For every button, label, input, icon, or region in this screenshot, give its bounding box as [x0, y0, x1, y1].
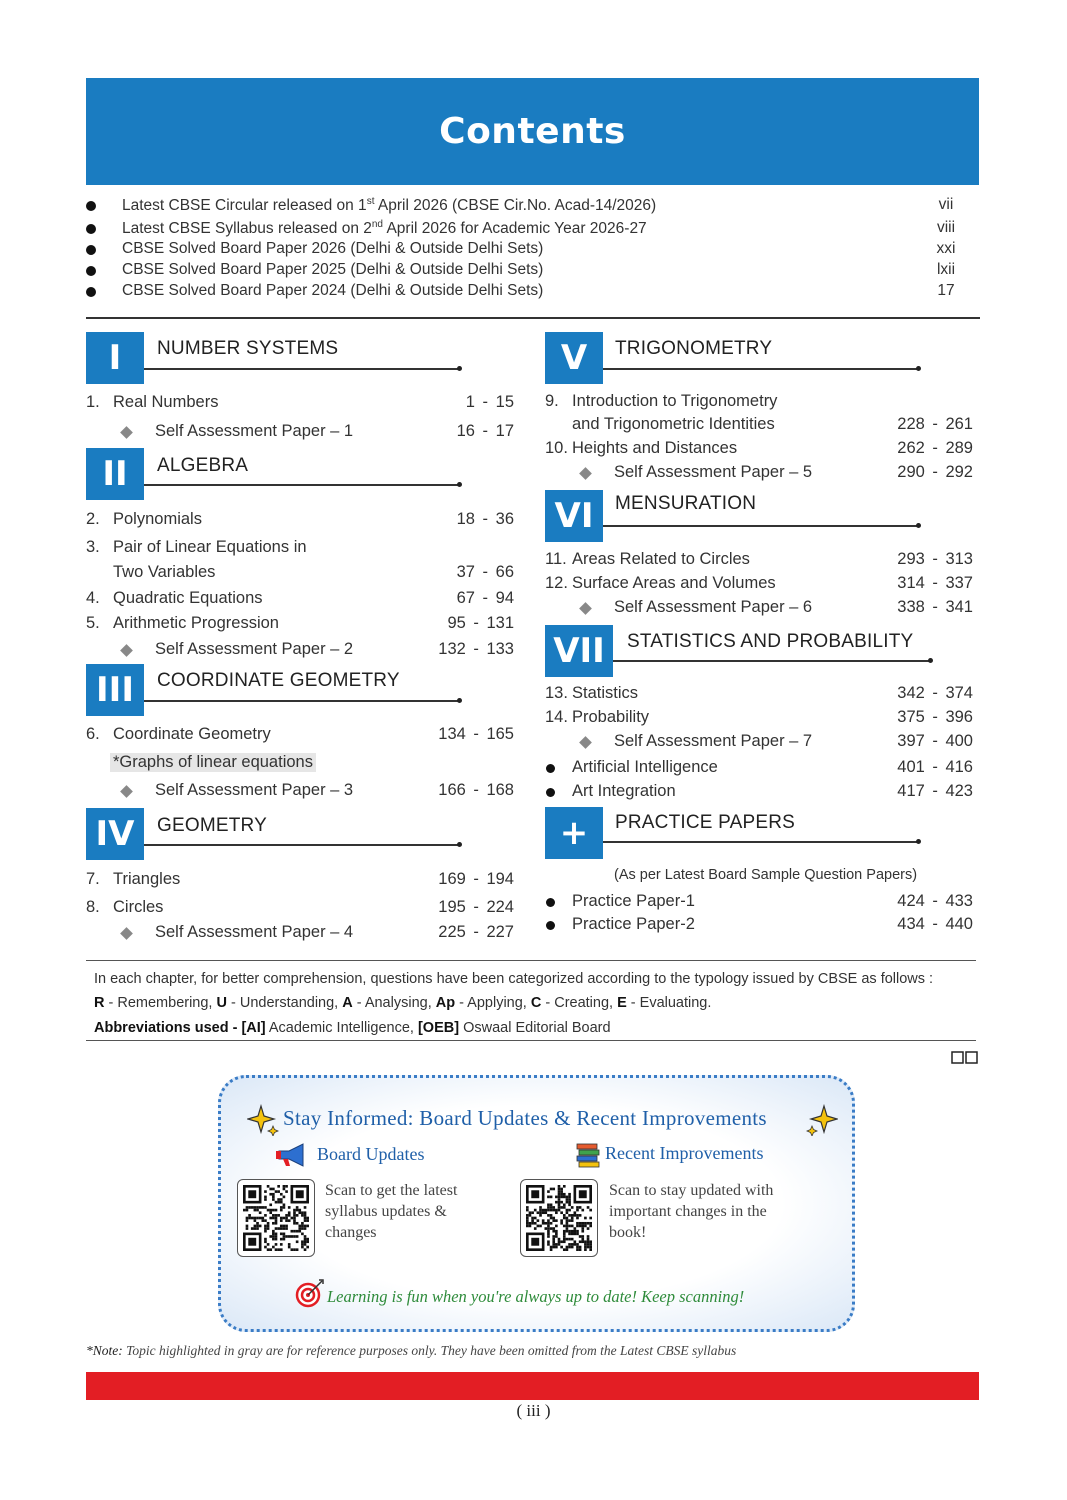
- toc-entry-continued[interactable]: [545, 415, 973, 437]
- text-line: syllabus updates &: [325, 1203, 447, 1220]
- target-icon: [295, 1278, 325, 1308]
- text-part: Latest CBSE Syllabus released on 2: [122, 220, 372, 238]
- chapter-name-highlighted: *Graphs of linear equations: [110, 753, 316, 772]
- page-range: 342 - 374: [897, 684, 973, 702]
- unit-badge-4: IV: [86, 808, 144, 860]
- unit-title-mensuration[interactable]: MENSURATION: [615, 493, 757, 514]
- bullet-icon: [86, 287, 96, 297]
- unit-title-practice-papers[interactable]: PRACTICE PAPERS: [615, 812, 796, 833]
- toc-entry-self-assessment[interactable]: [86, 640, 514, 662]
- unit-badge-2: II: [86, 448, 144, 500]
- qr-code-icon[interactable]: [237, 1179, 315, 1257]
- chapter-number: 9.: [545, 392, 559, 410]
- unit-badge-3: III: [86, 664, 144, 716]
- page-range: 401 - 416: [897, 758, 973, 776]
- chapter-name: Self Assessment Paper – 6: [614, 598, 813, 616]
- ordinal-suffix: nd: [371, 219, 383, 230]
- page-icon: [951, 1051, 979, 1065]
- chapter-name: Self Assessment Paper – 2: [155, 640, 354, 658]
- toc-entry[interactable]: [86, 614, 514, 636]
- chapter-name: Practice Paper-2: [572, 915, 695, 933]
- toc-entry[interactable]: [86, 725, 514, 747]
- toc-entry[interactable]: [545, 684, 973, 706]
- diamond-icon: [579, 736, 592, 749]
- page-range: 314 - 337: [897, 574, 973, 592]
- diamond-icon: [120, 644, 133, 657]
- unit-underline: [603, 525, 919, 527]
- legend-key: R: [94, 995, 105, 1011]
- ordinal-suffix: st: [366, 196, 375, 207]
- chapter-number: 12.: [545, 574, 568, 592]
- unit-title-geometry[interactable]: GEOMETRY: [157, 815, 267, 836]
- toc-entry[interactable]: [545, 915, 973, 937]
- intro-item[interactable]: [86, 196, 966, 217]
- legend-value: Academic Intelligence,: [265, 1020, 418, 1036]
- toc-entry[interactable]: [86, 589, 514, 611]
- page-range: 262 - 289: [897, 439, 973, 457]
- contents-banner: [86, 78, 979, 185]
- unit-badge-5: V: [545, 332, 603, 384]
- page-range: 134 - 165: [438, 725, 514, 743]
- page-range: 16 - 17: [456, 422, 514, 440]
- toc-entry[interactable]: [545, 439, 973, 461]
- chapter-name: Two Variables: [113, 563, 216, 581]
- legend-key: E: [617, 995, 627, 1011]
- typology-note: In each chapter, for better comprehension, questions have been categorized according to the typology issued by CBSE as follows :: [94, 971, 934, 987]
- chapter-name: Real Numbers: [113, 393, 219, 411]
- page-number: viii: [936, 219, 956, 236]
- chapter-number: 2.: [86, 510, 100, 528]
- page-range: 37 - 66: [456, 563, 514, 581]
- stay-informed-box: [218, 1075, 855, 1332]
- box-footer-tagline: Learning is fun when you're always up to date! Keep scanning!: [327, 1287, 745, 1306]
- unit-underline: [603, 368, 919, 370]
- chapter-number: 6.: [86, 725, 100, 743]
- legend-key: Abbreviations used -: [94, 1020, 242, 1036]
- chapter-name: Art Integration: [572, 782, 676, 800]
- divider: [86, 1040, 976, 1041]
- chapter-name: Self Assessment Paper – 1: [155, 422, 354, 440]
- page-range: 338 - 341: [897, 598, 973, 616]
- chapter-name: Coordinate Geometry: [113, 725, 271, 743]
- text-part: Latest CBSE Circular released on 1: [122, 197, 367, 215]
- toc-entry-self-assessment[interactable]: [86, 923, 514, 945]
- text-part: CBSE Solved Board Paper 2026 (Delhi & Outside Delhi Sets): [122, 240, 544, 257]
- text-line: Scan to get the latest: [325, 1182, 458, 1199]
- page-range: 18 - 36: [456, 510, 514, 528]
- recent-improvements-heading: Recent Improvements: [605, 1143, 764, 1163]
- toc-entry-self-assessment[interactable]: [545, 732, 973, 754]
- text-line: Scan to stay updated with: [609, 1182, 774, 1199]
- chapter-name: Quadratic Equations: [113, 589, 263, 607]
- text-part: CBSE Solved Board Paper 2025 (Delhi & Outside Delhi Sets): [122, 261, 544, 278]
- page-range: 132 - 133: [438, 640, 514, 658]
- toc-entry[interactable]: [86, 393, 514, 415]
- chapter-name: Self Assessment Paper – 7: [614, 732, 813, 750]
- text-part: CBSE Solved Board Paper 2024 (Delhi & Outside Delhi Sets): [122, 282, 544, 299]
- abbreviations-legend: [94, 1020, 611, 1036]
- page-range: 290 - 292: [897, 463, 973, 481]
- page-title: Contents: [439, 111, 626, 152]
- legend-value: - Evaluating.: [626, 995, 712, 1011]
- unit-underline: [144, 844, 460, 846]
- bullet-icon: [86, 201, 96, 211]
- page-range: 228 - 261: [897, 415, 973, 433]
- page-range: 434 - 440: [897, 915, 973, 933]
- chapter-name: Arithmetic Progression: [113, 614, 279, 632]
- unit-underline: [613, 660, 931, 662]
- unit-badge-practice: +: [545, 807, 603, 859]
- intro-item[interactable]: [86, 261, 966, 282]
- unit-title-algebra[interactable]: ALGEBRA: [157, 455, 249, 476]
- toc-entry-self-assessment[interactable]: [86, 781, 514, 803]
- page-number: vii: [938, 196, 954, 213]
- legend-key: C: [530, 995, 542, 1011]
- legend-value: - Remembering,: [104, 995, 217, 1011]
- page-range: 397 - 400: [897, 732, 973, 750]
- page-range: 417 - 423: [897, 782, 973, 800]
- toc-entry[interactable]: [545, 782, 973, 804]
- toc-entry[interactable]: [86, 870, 514, 892]
- text-part: April 2026 (CBSE Cir.No. Acad-14/2026): [374, 197, 657, 215]
- chapter-name: Areas Related to Circles: [572, 550, 750, 568]
- divider: [86, 317, 980, 319]
- bullet-icon: [546, 921, 555, 930]
- toc-entry-omitted[interactable]: [86, 753, 514, 775]
- chapter-name: Pair of Linear Equations in: [113, 538, 307, 556]
- board-updates-heading: Board Updates: [317, 1144, 425, 1164]
- page-range: 1 - 15: [465, 393, 514, 411]
- chapter-name: Practice Paper-1: [572, 892, 695, 910]
- chapter-name: Self Assessment Paper – 3: [155, 781, 354, 799]
- diamond-icon: [120, 426, 133, 439]
- chapter-name: Artificial Intelligence: [572, 758, 718, 776]
- chapter-name: Self Assessment Paper – 5: [614, 463, 813, 481]
- books-icon: [575, 1142, 601, 1168]
- chapter-number: 3.: [86, 538, 100, 556]
- toc-entry[interactable]: [545, 574, 973, 596]
- page-range: 169 - 194: [438, 870, 514, 888]
- page-number: 17: [937, 282, 955, 299]
- page-range: 293 - 313: [897, 550, 973, 568]
- page-number: lxii: [936, 261, 956, 278]
- legend-key: A: [342, 995, 353, 1011]
- legend-value: - Creating,: [541, 995, 618, 1011]
- legend-value: - Applying,: [455, 995, 531, 1011]
- recent-improvements-text: [609, 1180, 773, 1243]
- unit-badge-6: VI: [545, 490, 603, 542]
- footnote: [86, 1343, 736, 1359]
- unit-title-coordinate-geometry[interactable]: COORDINATE GEOMETRY: [157, 670, 400, 691]
- diamond-icon: [579, 467, 592, 480]
- diamond-icon: [579, 602, 592, 615]
- page-number: ( iii ): [516, 1401, 551, 1420]
- intro-item-text: [122, 196, 656, 215]
- board-updates-text: [325, 1180, 457, 1243]
- toc-entry-self-assessment[interactable]: [545, 598, 973, 620]
- chapter-number: 8.: [86, 898, 100, 916]
- chapter-name: and Trigonometric Identities: [572, 415, 775, 433]
- toc-entry[interactable]: [545, 392, 973, 414]
- toc-entry-self-assessment[interactable]: [86, 422, 514, 444]
- diamond-icon: [120, 927, 133, 940]
- chapter-name: Triangles: [113, 870, 181, 888]
- legend-value: - Analysing,: [352, 995, 436, 1011]
- intro-item-text: [122, 282, 543, 300]
- unit-title-number-systems[interactable]: NUMBER SYSTEMS: [157, 338, 339, 359]
- intro-item-text: [122, 261, 543, 279]
- toc-entry[interactable]: [86, 510, 514, 532]
- toc-entry[interactable]: [545, 550, 973, 572]
- bullet-icon: [546, 898, 555, 907]
- legend-key: U: [216, 995, 227, 1011]
- legend-key: [OEB]: [417, 1020, 460, 1036]
- intro-item[interactable]: [86, 282, 966, 303]
- page-number: xxi: [936, 240, 956, 257]
- unit-underline: [144, 484, 460, 486]
- unit-underline: [144, 700, 460, 702]
- bullet-icon: [86, 245, 96, 255]
- legend-value: - Understanding,: [226, 995, 343, 1011]
- qr-code-icon[interactable]: [520, 1179, 598, 1257]
- footer-bar: [86, 1372, 979, 1400]
- intro-item[interactable]: [86, 240, 966, 261]
- page-range: 166 - 168: [438, 781, 514, 799]
- practice-papers-note: (As per Latest Board Sample Question Papers): [614, 867, 918, 883]
- footnote-text: Topic highlighted in gray are for reference purposes only. They have been omitted from the Latest CBSE syllabus: [122, 1343, 737, 1358]
- toc-entry[interactable]: [545, 758, 973, 780]
- toc-entry[interactable]: [86, 538, 514, 560]
- chapter-number: 13.: [545, 684, 568, 702]
- page-range: 225 - 227: [438, 923, 514, 941]
- megaphone-icon: [275, 1142, 309, 1168]
- chapter-name: Statistics: [572, 684, 639, 702]
- unit-title-trigonometry[interactable]: TRIGONOMETRY: [615, 338, 773, 359]
- sparkle-icon: [247, 1104, 279, 1136]
- chapter-number: 5.: [86, 614, 100, 632]
- typology-legend: [94, 995, 711, 1011]
- toc-entry-continued[interactable]: [86, 563, 514, 585]
- legend-key: [AI]: [241, 1020, 266, 1036]
- unit-underline: [144, 368, 460, 370]
- divider: [86, 960, 976, 961]
- unit-badge-1: I: [86, 332, 144, 384]
- chapter-number: 7.: [86, 870, 100, 888]
- chapter-name: Surface Areas and Volumes: [572, 574, 776, 592]
- diamond-icon: [120, 785, 133, 798]
- intro-item-text: [122, 219, 647, 238]
- bullet-icon: [546, 764, 555, 773]
- page-range: 424 - 433: [897, 892, 973, 910]
- chapter-number: 1.: [86, 393, 100, 411]
- chapter-name: Circles: [113, 898, 164, 916]
- intro-item-text: [122, 240, 543, 258]
- unit-title-statistics-probability[interactable]: STATISTICS AND PROBABILITY: [627, 631, 914, 652]
- box-title: Stay Informed: Board Updates & Recent Improvements: [283, 1106, 767, 1130]
- text-line: book!: [609, 1224, 647, 1241]
- bullet-icon: [546, 788, 555, 797]
- legend-value: Oswaal Editorial Board: [459, 1020, 611, 1036]
- bullet-icon: [86, 224, 96, 234]
- sparkle-icon: [806, 1104, 838, 1136]
- toc-entry-self-assessment[interactable]: [545, 463, 973, 485]
- chapter-name: Probability: [572, 708, 650, 726]
- chapter-name: Introduction to Trigonometry: [572, 392, 778, 410]
- page-range: 67 - 94: [456, 589, 514, 607]
- chapter-name: Self Assessment Paper – 4: [155, 923, 354, 941]
- text-part: April 2026 for Academic Year 2026-27: [383, 220, 647, 238]
- chapter-name: Heights and Distances: [572, 439, 738, 457]
- chapter-number: 10.: [545, 439, 568, 457]
- page-range: 195 - 224: [438, 898, 514, 916]
- page-range: 95 - 131: [447, 614, 514, 632]
- chapter-number: 14.: [545, 708, 568, 726]
- chapter-number: 11.: [545, 550, 567, 568]
- page-range: 375 - 396: [897, 708, 973, 726]
- intro-item[interactable]: [86, 219, 966, 240]
- toc-entry[interactable]: [545, 708, 973, 730]
- chapter-number: 4.: [86, 589, 100, 607]
- text-line: important changes in the: [609, 1203, 767, 1220]
- toc-entry[interactable]: [86, 898, 514, 920]
- legend-key: Ap: [435, 995, 456, 1011]
- unit-underline: [603, 841, 919, 843]
- bullet-icon: [86, 266, 96, 276]
- toc-entry[interactable]: [545, 892, 973, 914]
- footnote-label: *Note:: [86, 1343, 123, 1358]
- unit-badge-7: VII: [545, 625, 613, 677]
- text-line: changes: [325, 1224, 377, 1241]
- chapter-name: Polynomials: [113, 510, 202, 528]
